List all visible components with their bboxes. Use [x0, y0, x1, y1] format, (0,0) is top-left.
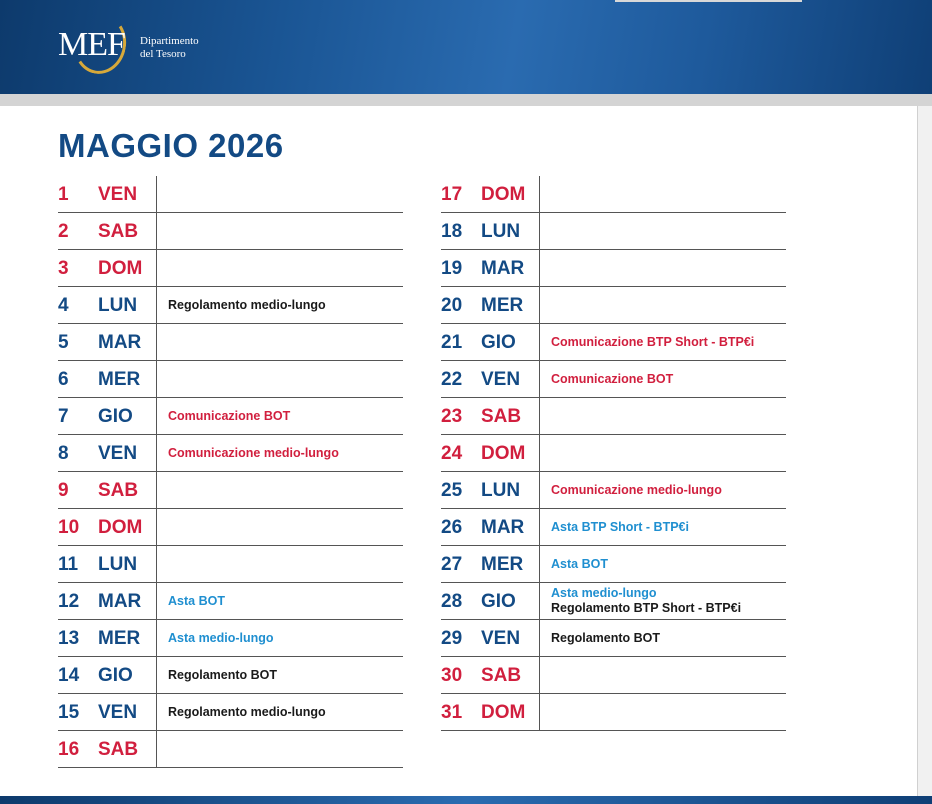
day-name: SAB: [481, 406, 522, 427]
calendar-row: [441, 583, 786, 620]
event-list: [551, 361, 673, 397]
day-number: 18: [441, 221, 463, 242]
day-number: 28: [441, 591, 463, 612]
day-number: 13: [58, 628, 80, 649]
calendar-row: [58, 620, 403, 657]
day-name: SAB: [98, 221, 139, 242]
department-line-2: del Tesoro: [140, 48, 186, 60]
day-name: LUN: [481, 221, 521, 242]
event-label: Asta BOT: [168, 593, 225, 608]
calendar-row: [58, 694, 403, 731]
day-number: 5: [58, 332, 69, 353]
calendar-row: [58, 361, 403, 398]
column-divider: [539, 546, 540, 583]
column-divider: [156, 472, 157, 509]
day-number: 2: [58, 221, 69, 242]
calendar-column-left: [58, 176, 403, 768]
day-name: MAR: [481, 258, 525, 279]
header-top-line: [615, 0, 802, 2]
calendar-row: [441, 398, 786, 435]
calendar-row: [441, 361, 786, 398]
day-number: 11: [58, 554, 79, 575]
day-number: 9: [58, 480, 69, 501]
day-number: 30: [441, 665, 463, 686]
day-number: 19: [441, 258, 463, 279]
column-divider: [156, 731, 157, 768]
event-label: Comunicazione BTP Short - BTP€i: [551, 334, 755, 349]
calendar-row: [58, 546, 403, 583]
event-list: [168, 657, 277, 693]
event-list: [168, 620, 274, 656]
column-divider: [539, 620, 540, 657]
day-number: 25: [441, 480, 463, 501]
event-label: Comunicazione BOT: [551, 371, 674, 386]
column-divider: [539, 472, 540, 509]
footer-banner: [0, 796, 932, 804]
day-name: MER: [481, 295, 524, 316]
day-number: 6: [58, 369, 69, 390]
event-label: Comunicazione medio-lungo: [168, 445, 339, 460]
column-divider: [539, 435, 540, 472]
day-number: 10: [58, 517, 80, 538]
calendar-row: [441, 287, 786, 324]
day-number: 12: [58, 591, 80, 612]
day-name: VEN: [98, 443, 138, 464]
day-name: VEN: [481, 628, 521, 649]
calendar-row: [441, 620, 786, 657]
department-name: [140, 35, 199, 61]
column-divider: [156, 620, 157, 657]
day-name: DOM: [481, 702, 526, 723]
day-number: 21: [441, 332, 463, 353]
day-name: DOM: [481, 443, 526, 464]
calendar-row: [58, 731, 403, 768]
day-name: VEN: [481, 369, 521, 390]
day-number: 4: [58, 295, 69, 316]
day-number: 16: [58, 739, 80, 760]
event-list: [168, 398, 290, 434]
day-name: LUN: [98, 554, 138, 575]
column-divider: [156, 657, 157, 694]
day-number: 24: [441, 443, 463, 464]
column-divider: [156, 546, 157, 583]
column-divider: [539, 213, 540, 250]
calendar-row: [441, 657, 786, 694]
day-name: LUN: [481, 480, 521, 501]
event-label: Asta medio-lungo: [551, 586, 657, 600]
calendar-row: [441, 435, 786, 472]
event-label: Regolamento medio-lungo: [168, 704, 326, 719]
calendar-row: [441, 213, 786, 250]
calendar-row: [441, 472, 786, 509]
day-number: 8: [58, 443, 69, 464]
column-divider: [156, 250, 157, 287]
event-list: [551, 324, 754, 360]
column-divider: [539, 361, 540, 398]
day-name: GIO: [98, 406, 133, 427]
calendar-row: [58, 657, 403, 694]
calendar-row: [441, 324, 786, 361]
day-number: 26: [441, 517, 463, 538]
day-number: 1: [58, 184, 69, 205]
department-line-1: Dipartimento: [140, 35, 199, 47]
event-list: [551, 620, 660, 656]
calendar-row: [58, 176, 403, 213]
mef-logo: MEF: [58, 26, 125, 63]
calendar-row: [441, 509, 786, 546]
column-divider: [156, 213, 157, 250]
column-divider: [539, 176, 540, 213]
event-list: [551, 472, 722, 508]
day-name: MER: [481, 554, 524, 575]
calendar-row: [441, 546, 786, 583]
day-number: 23: [441, 406, 463, 427]
calendar-row: [58, 398, 403, 435]
column-divider: [156, 509, 157, 546]
day-name: GIO: [481, 591, 516, 612]
column-divider: [539, 324, 540, 361]
column-divider: [539, 657, 540, 694]
day-number: 14: [58, 665, 80, 686]
column-divider: [156, 398, 157, 435]
day-name: VEN: [98, 184, 138, 205]
event-list: [551, 509, 689, 545]
day-number: 29: [441, 628, 463, 649]
event-label: Regolamento BTP Short - BTP€i: [551, 601, 742, 615]
event-label: Comunicazione medio-lungo: [551, 482, 722, 497]
day-name: DOM: [98, 517, 143, 538]
event-label: Asta medio-lungo: [168, 630, 274, 645]
day-name: DOM: [98, 258, 143, 279]
calendar-column-right: [441, 176, 786, 731]
day-number: 17: [441, 184, 463, 205]
column-divider: [539, 583, 540, 620]
calendar-row: [441, 176, 786, 213]
day-number: 20: [441, 295, 463, 316]
column-divider: [539, 287, 540, 324]
column-divider: [539, 250, 540, 287]
event-label: Comunicazione BOT: [168, 408, 291, 423]
day-number: 27: [441, 554, 463, 575]
day-name: DOM: [481, 184, 526, 205]
event-label: Asta BTP Short - BTP€i: [551, 519, 689, 534]
header-divider: [0, 94, 932, 106]
day-number: 7: [58, 406, 69, 427]
day-name: MER: [98, 628, 141, 649]
calendar-row: [58, 509, 403, 546]
column-divider: [156, 583, 157, 620]
calendar-row: [58, 250, 403, 287]
day-name: VEN: [98, 702, 138, 723]
event-label: Regolamento BOT: [168, 667, 278, 682]
day-name: MAR: [98, 591, 142, 612]
day-number: 31: [441, 702, 463, 723]
calendar-row: [58, 324, 403, 361]
event-list: [168, 694, 326, 730]
day-number: 15: [58, 702, 80, 723]
day-name: MAR: [98, 332, 142, 353]
column-divider: [539, 398, 540, 435]
day-number: 22: [441, 369, 463, 390]
day-name: SAB: [98, 480, 139, 501]
event-list: [168, 583, 225, 619]
event-list: [168, 435, 339, 471]
column-divider: [156, 324, 157, 361]
day-number: 3: [58, 258, 69, 279]
page-title: MAGGIO 2026: [58, 127, 284, 164]
event-label: Asta BOT: [551, 556, 608, 571]
event-label: Regolamento BOT: [551, 630, 661, 645]
column-divider: [539, 509, 540, 546]
calendar-row: [58, 213, 403, 250]
day-name: LUN: [98, 295, 138, 316]
day-name: MER: [98, 369, 141, 390]
event-list: [551, 546, 608, 582]
column-divider: [156, 361, 157, 398]
day-name: MAR: [481, 517, 525, 538]
event-list: [551, 583, 741, 619]
calendar-row: [58, 287, 403, 324]
column-divider: [539, 694, 540, 731]
column-divider: [156, 176, 157, 213]
calendar-row: [58, 583, 403, 620]
day-name: GIO: [481, 332, 516, 353]
calendar-row: [441, 694, 786, 731]
column-divider: [156, 435, 157, 472]
event-label: Regolamento medio-lungo: [168, 297, 326, 312]
calendar-row: [58, 472, 403, 509]
calendar-row: [441, 250, 786, 287]
event-list: [168, 287, 326, 323]
day-name: GIO: [98, 665, 133, 686]
day-name: SAB: [98, 739, 139, 760]
page-right-edge: [917, 106, 932, 796]
column-divider: [156, 694, 157, 731]
column-divider: [156, 287, 157, 324]
day-name: SAB: [481, 665, 522, 686]
calendar-row: [58, 435, 403, 472]
